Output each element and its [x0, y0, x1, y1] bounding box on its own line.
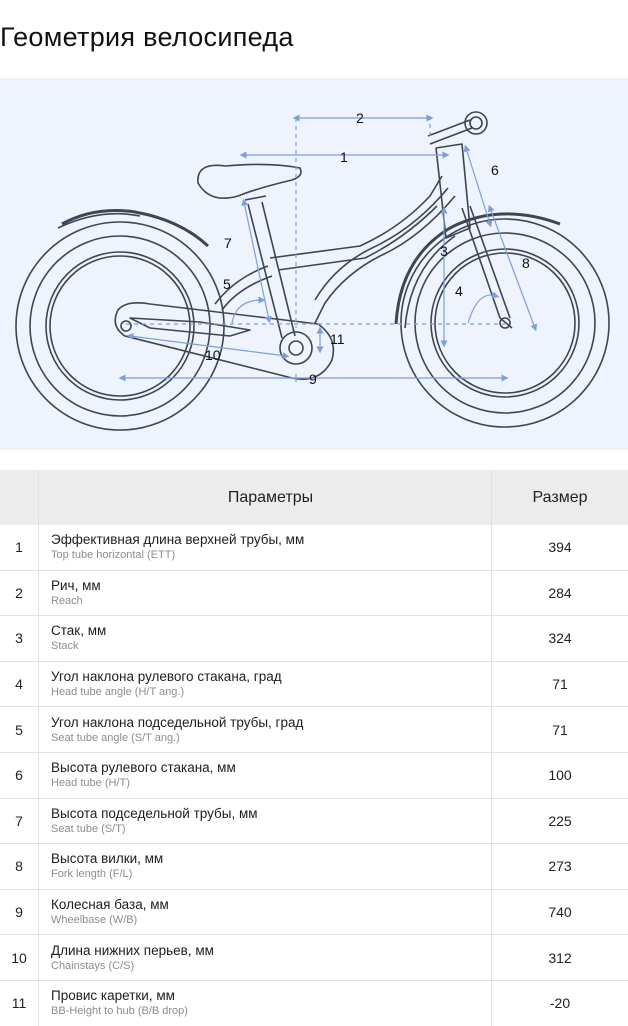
row-value: 312 — [492, 935, 628, 981]
table-row — [0, 752, 628, 798]
param-ru: Угол наклона рулевого стакана, град — [51, 669, 491, 685]
param-ru: Рич, мм — [51, 578, 491, 594]
row-num: 9 — [0, 889, 39, 935]
label-2: 2 — [356, 110, 364, 126]
bike-frame — [115, 112, 512, 379]
param-ru: Длина нижних перьев, мм — [51, 943, 491, 959]
bike-geometry-diagram — [0, 78, 628, 450]
param-en: Stack — [51, 639, 491, 653]
row-param — [39, 980, 492, 1025]
row-param — [39, 752, 492, 798]
row-num: 11 — [0, 980, 39, 1025]
row-value: 100 — [492, 752, 628, 798]
table-header-row — [0, 470, 628, 525]
param-ru: Высота рулевого стакана, мм — [51, 760, 491, 776]
row-value: 394 — [492, 525, 628, 570]
row-num: 3 — [0, 616, 39, 662]
label-1: 1 — [340, 149, 348, 165]
param-en: Top tube horizontal (ETT) — [51, 548, 491, 562]
row-param — [39, 798, 492, 844]
label-8: 8 — [522, 255, 530, 271]
row-value: 225 — [492, 798, 628, 844]
param-ru: Провис каретки, мм — [51, 988, 491, 1004]
page-title: Геометрия велосипеда — [0, 22, 294, 53]
param-en: Reach — [51, 594, 491, 608]
geometry-table — [0, 470, 628, 1026]
param-en: Fork length (F/L) — [51, 867, 491, 881]
table-row — [0, 844, 628, 890]
row-param — [39, 525, 492, 570]
label-9: 9 — [309, 371, 317, 387]
row-value: 284 — [492, 570, 628, 616]
param-ru: Колесная база, мм — [51, 897, 491, 913]
row-value: 273 — [492, 844, 628, 890]
bike-drawing — [0, 78, 628, 450]
param-en: BB-Height to hub (B/B drop) — [51, 1004, 491, 1018]
label-3: 3 — [440, 243, 448, 259]
geometry-guides — [122, 116, 535, 382]
header-size: Размер — [492, 470, 628, 525]
row-param — [39, 616, 492, 662]
param-en: Chainstays (C/S) — [51, 959, 491, 973]
param-en: Seat tube (S/T) — [51, 822, 491, 836]
rear-wheel — [16, 211, 224, 431]
row-num: 5 — [0, 707, 39, 753]
row-param — [39, 707, 492, 753]
param-ru: Стак, мм — [51, 623, 491, 639]
label-7: 7 — [224, 235, 232, 251]
label-11: 11 — [330, 331, 345, 347]
table-row — [0, 570, 628, 616]
table-row — [0, 616, 628, 662]
row-num: 2 — [0, 570, 39, 616]
table-row — [0, 707, 628, 753]
row-param — [39, 844, 492, 890]
header-num — [0, 470, 39, 525]
row-num: 8 — [0, 844, 39, 890]
row-param — [39, 935, 492, 981]
param-en: Head tube angle (H/T ang.) — [51, 685, 491, 699]
param-ru: Эффективная длина верхней трубы, мм — [51, 532, 491, 548]
table-row — [0, 798, 628, 844]
label-10: 10 — [205, 347, 221, 363]
row-num: 4 — [0, 661, 39, 707]
param-ru: Угол наклона подседельной трубы, град — [51, 715, 491, 731]
param-en: Seat tube angle (S/T ang.) — [51, 731, 491, 745]
row-num: 7 — [0, 798, 39, 844]
row-value: 71 — [492, 661, 628, 707]
param-ru: Высота подседельной трубы, мм — [51, 806, 491, 822]
label-6: 6 — [491, 162, 499, 178]
row-value: 324 — [492, 616, 628, 662]
table-row — [0, 525, 628, 570]
table-row — [0, 935, 628, 981]
table-row — [0, 980, 628, 1025]
row-param — [39, 889, 492, 935]
label-5: 5 — [223, 276, 231, 292]
row-value: 71 — [492, 707, 628, 753]
row-param — [39, 570, 492, 616]
row-value: -20 — [492, 980, 628, 1025]
row-num: 1 — [0, 525, 39, 570]
row-value: 740 — [492, 889, 628, 935]
table-row — [0, 661, 628, 707]
header-params: Параметры — [39, 470, 492, 525]
row-num: 10 — [0, 935, 39, 981]
table-row — [0, 889, 628, 935]
label-4: 4 — [455, 283, 463, 299]
param-ru: Высота вилки, мм — [51, 851, 491, 867]
row-param — [39, 661, 492, 707]
param-en: Head tube (H/T) — [51, 776, 491, 790]
row-num: 6 — [0, 752, 39, 798]
param-en: Wheelbase (W/B) — [51, 913, 491, 927]
